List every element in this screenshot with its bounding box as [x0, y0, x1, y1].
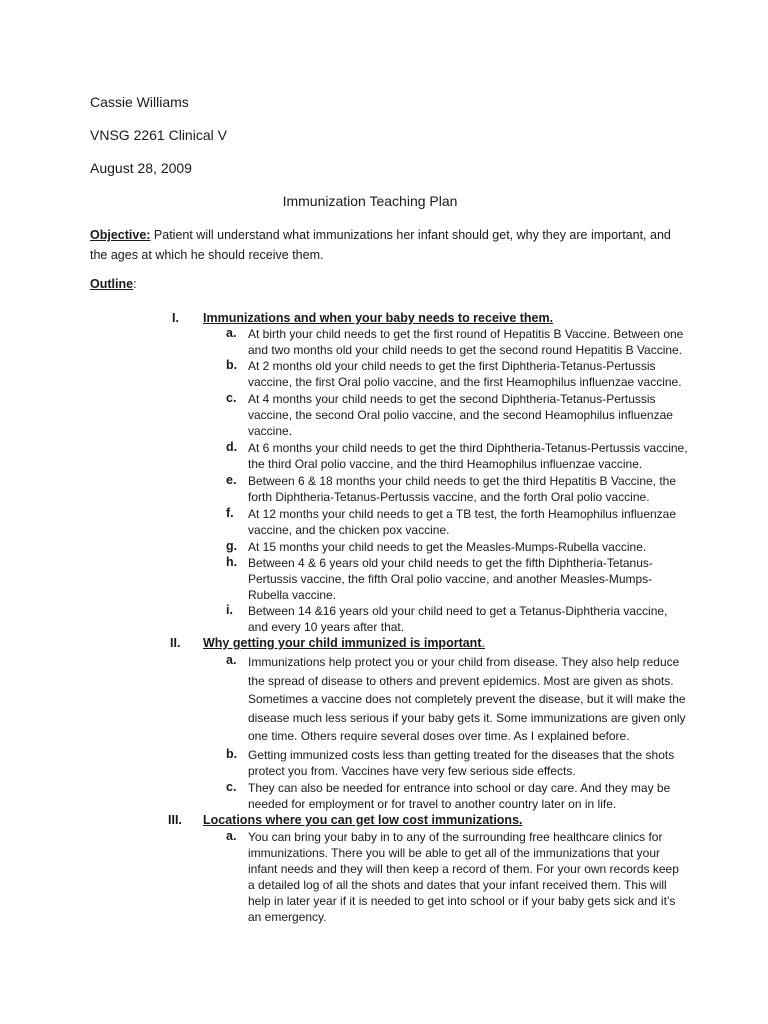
list-item-text: Immunizations help protect you or your child from disease. They also help reduce the spread of disease to others and prevent epidemics. Most are given as shots. Sometimes a vaccine does not completely prevent the disease, but it will make the disease much less serious if your baby gets it. Some immunizations are given only one time. Others require several doses over time. As I explained before.: [248, 655, 686, 743]
item-letter: e.: [226, 473, 237, 487]
outline-heading: [90, 277, 137, 291]
outline-label: Outline: [90, 277, 134, 291]
section-heading-trail: .: [481, 636, 485, 650]
item-letter: g.: [226, 539, 238, 553]
list-item-text: At 6 months your child needs to get the third Diphtheria-Tetanus-Pertussis vaccine, the third Oral polio vaccine, and the third Heamophilus influenzae vaccine.: [248, 441, 688, 471]
section-number: III.: [168, 813, 182, 827]
section-number: I.: [172, 311, 179, 325]
item-letter: b.: [226, 747, 238, 761]
item-letter: d.: [226, 440, 238, 454]
outline-suffix: :: [133, 277, 137, 291]
list-item-text: At 15 months your child needs to get the Measles-Mumps-Rubella vaccine.: [248, 540, 647, 554]
objective-paragraph: [90, 225, 680, 265]
section-heading: [203, 311, 553, 325]
item-letter: c.: [226, 780, 237, 794]
item-letter: a.: [226, 829, 237, 843]
section-heading-text: Why getting your child immunized is important: [203, 636, 482, 650]
item-letter: c.: [226, 391, 237, 405]
item-letter: f.: [226, 506, 234, 520]
list-item-text: Getting immunized costs less than getting treated for the diseases that the shots protect you from. Vaccines have very few serious side effects.: [248, 748, 675, 778]
item-letter: b.: [226, 358, 238, 372]
section-heading: [203, 813, 523, 827]
section-heading-text: Locations where you can get low cost immunizations.: [203, 813, 523, 827]
document-title: Immunization Teaching Plan: [282, 193, 458, 209]
item-letter: a.: [226, 653, 237, 667]
objective-label: Objective:: [90, 228, 151, 242]
list-item-text: Between 4 & 6 years old your child needs to get the fifth Diphtheria-Tetanus-Pertussis vaccine, the fifth Oral polio vaccine, and another Measles-Mumps-Rubella vaccine.: [248, 556, 653, 602]
list-item-text: Between 14 &16 years old your child need to get a Tetanus-Diphtheria vaccine, and every 10 years after that.: [248, 604, 668, 634]
section-heading-text: Immunizations and when your baby needs to receive them.: [203, 311, 554, 325]
list-item-text: At birth your child needs to get the first round of Hepatitis B Vaccine. Between one and two months old your child needs to get the second round Hepatitis B Vaccine.: [248, 327, 684, 357]
list-item-text: Between 6 & 18 months your child needs to get the third Hepatitis B Vaccine, the forth Diphtheria-Tetanus-Pertussis vaccine, and the forth Oral polio vaccine.: [248, 474, 677, 504]
item-letter: a.: [226, 326, 237, 340]
list-item-text: At 12 months your child needs to get a TB test, the forth Heamophilus influenzae vaccine, and the chicken pox vaccine.: [248, 507, 677, 537]
item-letter: i.: [226, 603, 233, 617]
item-letter: h.: [226, 555, 238, 569]
course-name: VNSG 2261 Clinical V: [90, 127, 227, 143]
objective-text: Patient will understand what immunizations her infant should get, why they are important, and the ages at which he should receive them.: [90, 228, 671, 262]
list-item-text: At 2 months old your child needs to get the first Diphtheria-Tetanus-Pertussis vaccine, the first Oral polio vaccine, and the first Heamophilus influenzae vaccine.: [248, 359, 682, 389]
document-date: August 28, 2009: [90, 160, 192, 176]
section-number: II.: [170, 636, 181, 650]
author-name: Cassie Williams: [90, 94, 189, 110]
list-item-text: You can bring your baby in to any of the surrounding free healthcare clinics for immunizations. There you will be able to get all of the immunizations that your infant needs and they will then keep a record of them. For your own records keep a detailed log of all the shots and dates that your infant received them. This will help in later year if it is needed to get into school or if your baby gets sick and it’s an emergency.: [248, 830, 679, 924]
list-item-text: At 4 months your child needs to get the second Diphtheria-Tetanus-Pertussis vaccine, the second Oral polio vaccine, and the second Heamophilus influenzae vaccine.: [248, 392, 673, 438]
section-heading: [203, 636, 485, 650]
list-item-text: They can also be needed for entrance into school or day care. And they may be needed for employment or for travel to another country later on in life.: [248, 781, 671, 811]
